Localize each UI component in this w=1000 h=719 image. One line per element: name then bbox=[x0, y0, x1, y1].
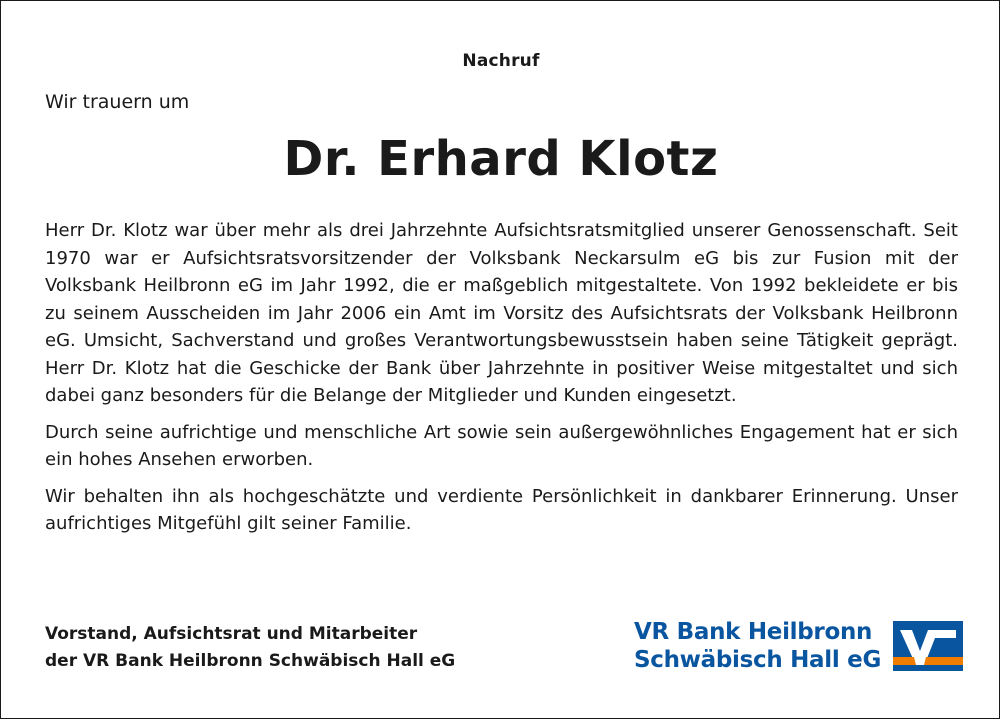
bank-logo bbox=[634, 618, 963, 674]
bank-name bbox=[634, 618, 881, 674]
volksbank-raiffeisenbank-logo-icon bbox=[893, 621, 963, 671]
body-paragraph-2: Durch seine aufrichtige und menschliche Art sowie sein außergewöhnliches Engagement hat er sich ein hohes Ansehen erworben. bbox=[45, 421, 958, 470]
body-paragraph-3: Wir behalten ihn als hochgeschätzte und verdiente Persönlichkeit in dankbarer Erinnerung. Unser aufrichtiges Mitgefühl gilt seiner Familie. bbox=[45, 485, 958, 534]
bank-name-line-2: Schwäbisch Hall eG bbox=[634, 647, 882, 673]
notice-body bbox=[45, 217, 958, 547]
deceased-name: Dr. Erhard Klotz bbox=[283, 131, 719, 187]
bank-name-line-1: VR Bank Heilbronn bbox=[634, 619, 873, 645]
signature-line-2: der VR Bank Heilbronn Schwäbisch Hall eG bbox=[45, 651, 456, 671]
signature-line-1: Vorstand, Aufsichtsrat und Mitarbeiter bbox=[45, 624, 418, 644]
intro-text: Wir trauern um bbox=[45, 91, 190, 113]
notice-heading: Nachruf bbox=[462, 51, 540, 71]
signature-block bbox=[45, 621, 455, 675]
body-paragraph-1: Herr Dr. Klotz war über mehr als drei Jahrzehnte Aufsichtsratsmitglied unserer Genossenschaft. Seit 1970 war er Aufsichtsratsvorsitzender der Volksbank Neckarsulm eG bis zur Fusion mit der Volksbank Heilbronn eG im Jahr 1992, die er maßgeblich mitgestaltete. Von 1992 bekleidete er bis zu seinem Ausscheiden im Jahr 2006 ein Amt im Vorsitz des Aufsichtsrats der Volksbank Heilbronn eG. Umsicht, Sachverstand und großes Verantwortungsbewusstsein haben seine Tätigkeit geprägt. Herr Dr. Klotz hat die Geschicke der Bank über Jahrzehnte in positiver Weise mitgestaltet und sich dabei ganz besonders für die Belange der Mitglieder und Kunden eingesetzt. bbox=[45, 220, 958, 406]
